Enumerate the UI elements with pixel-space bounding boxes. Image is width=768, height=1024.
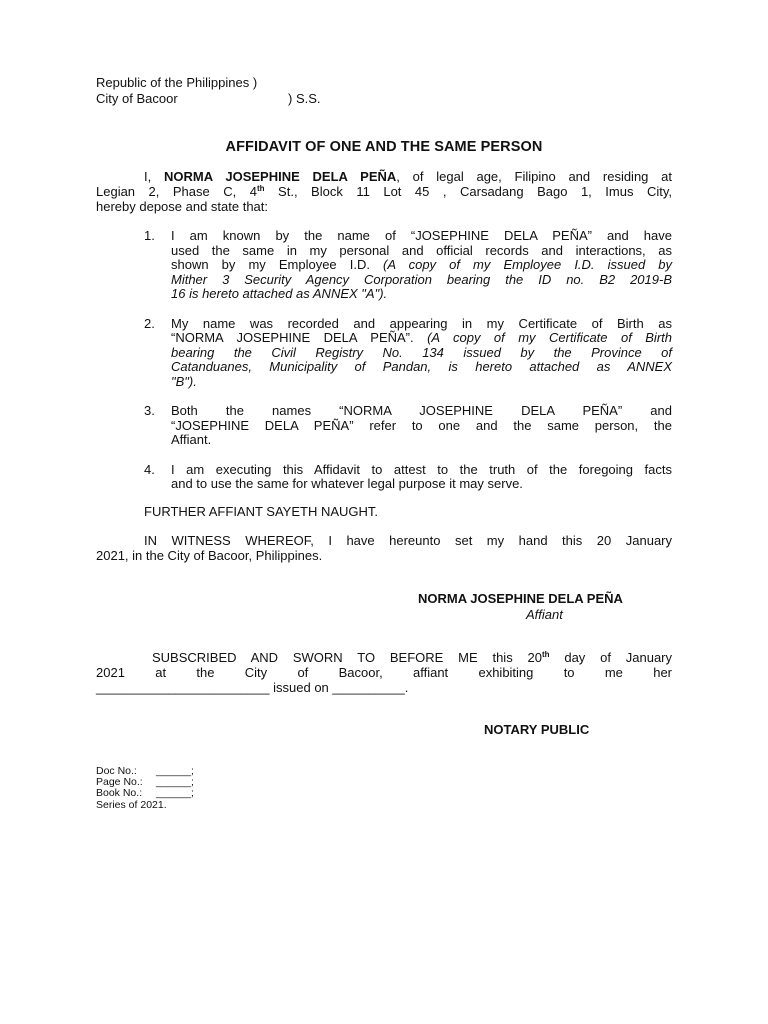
affiant-name: NORMA JOSEPHINE DELA PEÑA: [163, 169, 397, 184]
document-title: AFFIDAVIT OF ONE AND THE SAME PERSON: [225, 139, 543, 155]
venue-country: Republic of the Philippines ): [96, 75, 258, 90]
statement-item: 4. I am executing this Affidavit to attest to the truth of the foregoing facts and to use the same for whatever legal purpose it may serve.: [144, 461, 672, 492]
notary-public-label: NOTARY PUBLIC: [484, 722, 590, 737]
further-paragraph: FURTHER AFFIANT SAYETH NAUGHT.: [144, 504, 379, 519]
statement-number: 4.: [144, 461, 155, 477]
signature-role: Affiant: [526, 607, 563, 622]
intro-line: Legian 2, Phase C, 4th St., Block 11 Lot 45 , Carsadang Bago 1, Imus City,: [96, 184, 673, 199]
register-row: Page No.: ______;: [96, 776, 194, 789]
register-row: Doc No.: ______;: [96, 765, 194, 777]
jurat-paragraph: SUBSCRIBED AND SWORN TO BEFORE ME this 20th day of January 2021 at the City of Bacoor, affiant exhibiting to me her ________________________ issued on __________.: [96, 650, 673, 695]
statement-number: 1.: [144, 228, 155, 243]
statement-number: 2.: [144, 315, 155, 331]
statement-item: 2. My name was recorded and appearing in my Certificate of Birth as “NORMA JOSEPHINE DELA PEÑA”. (A copy of my Certificate of Birth bearing the Civil Registry No. 134 issued by the Province of Catanduanes, Municipality of Pandan, is hereto attached as ANNEX "B").: [144, 315, 672, 389]
register-row: Book No.: ______;: [96, 787, 194, 800]
statement-item: 1. I am known by the name of “JOSEPHINE DELA PEÑA” and have used the same in my personal and official records and interactions, as shown by my Employee I.D. (A copy of my Employee I.D. issued by Mither 3 Security Agency Corporation bearing the ID no. B2 2019-B 16 is hereto attached as ANNEX "A").: [144, 228, 672, 302]
intro-paragraph: [96, 169, 672, 214]
statement-item: 3. Both the names “NORMA JOSEPHINE DELA PEÑA” and “JOSEPHINE DELA PEÑA” refer to one and the same person, the Affiant.: [144, 403, 672, 448]
intro-line: hereby depose and state that:: [96, 199, 269, 214]
venue-city: City of Bacoor: [96, 91, 178, 106]
intro-line: I, NORMA JOSEPHINE DELA PEÑA, of legal age, Filipino and residing at: [144, 169, 672, 184]
register-row: Series of 2021.: [96, 798, 167, 811]
venue-ss: ) S.S.: [288, 91, 321, 106]
statement-number: 3.: [144, 403, 155, 419]
witness-paragraph: IN WITNESS WHEREOF, I have hereunto set my hand this 20 January 2021, in the City of Bacoor, Philippines.: [96, 533, 672, 563]
venue-block: [96, 75, 321, 107]
notarial-register-block: [96, 765, 194, 811]
numbered-statements: [144, 229, 672, 492]
affiant-signature-block: [418, 591, 623, 623]
signature-name: NORMA JOSEPHINE DELA PEÑA: [418, 591, 623, 606]
